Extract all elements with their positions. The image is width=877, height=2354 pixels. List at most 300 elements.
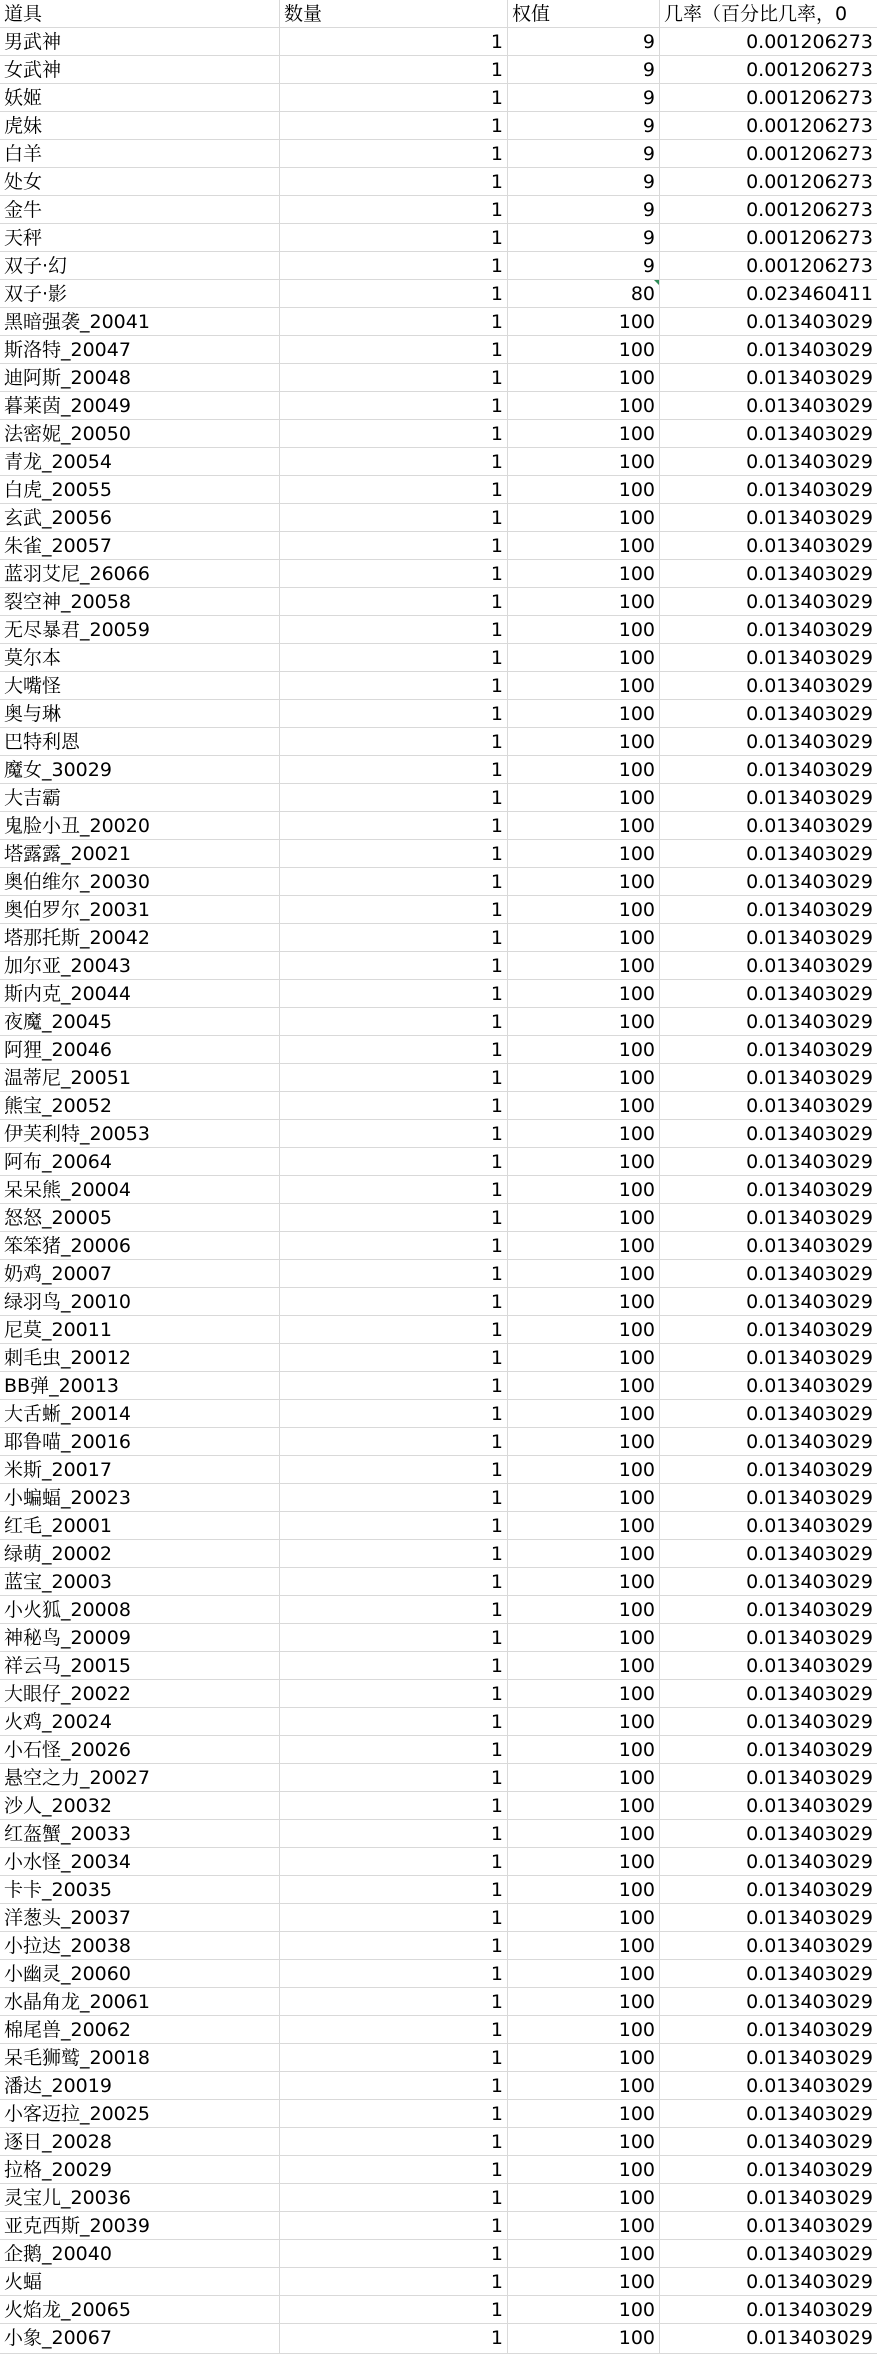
probability-cell[interactable]: 0.013403029 [660,1708,877,1736]
quantity-cell[interactable]: 1 [280,1176,508,1204]
probability-cell[interactable]: 0.013403029 [660,2296,877,2324]
quantity-cell[interactable]: 1 [280,616,508,644]
item-cell[interactable]: 处女 [0,168,280,196]
quantity-cell[interactable]: 1 [280,1148,508,1176]
weight-cell[interactable]: 100 [508,392,660,420]
weight-cell[interactable]: 100 [508,1036,660,1064]
item-cell[interactable]: 黑暗强袭_20041 [0,308,280,336]
quantity-cell[interactable]: 1 [280,2100,508,2128]
quantity-cell[interactable]: 1 [280,532,508,560]
probability-cell[interactable]: 0.013403029 [660,1820,877,1848]
item-cell[interactable]: 金牛 [0,196,280,224]
probability-cell[interactable]: 0.013403029 [660,1036,877,1064]
item-cell[interactable]: 米斯_20017 [0,1456,280,1484]
probability-cell[interactable]: 0.013403029 [660,2156,877,2184]
weight-cell[interactable]: 100 [508,1876,660,1904]
quantity-cell[interactable]: 1 [280,1820,508,1848]
item-cell[interactable]: 呆呆熊_20004 [0,1176,280,1204]
quantity-cell[interactable]: 1 [280,868,508,896]
quantity-cell[interactable]: 1 [280,1092,508,1120]
probability-cell[interactable]: 0.013403029 [660,1260,877,1288]
probability-cell[interactable]: 0.013403029 [660,2072,877,2100]
weight-cell[interactable]: 100 [508,644,660,672]
quantity-cell[interactable]: 1 [280,812,508,840]
weight-cell[interactable]: 100 [508,1652,660,1680]
quantity-cell[interactable]: 1 [280,840,508,868]
weight-cell[interactable]: 100 [508,1624,660,1652]
quantity-cell[interactable]: 1 [280,700,508,728]
probability-cell[interactable]: 0.013403029 [660,1008,877,1036]
weight-cell[interactable]: 100 [508,1736,660,1764]
quantity-cell[interactable]: 1 [280,1736,508,1764]
weight-cell[interactable]: 100 [508,2016,660,2044]
weight-cell[interactable]: 100 [508,2212,660,2240]
item-cell[interactable]: 逐日_20028 [0,2128,280,2156]
probability-cell[interactable]: 0.013403029 [660,1568,877,1596]
probability-cell[interactable]: 0.001206273 [660,224,877,252]
item-cell[interactable]: 水晶角龙_20061 [0,1988,280,2016]
probability-cell[interactable]: 0.013403029 [660,1764,877,1792]
probability-cell[interactable]: 0.013403029 [660,1316,877,1344]
probability-cell[interactable]: 0.013403029 [660,1624,877,1652]
quantity-cell[interactable]: 1 [280,1680,508,1708]
probability-cell[interactable]: 0.001206273 [660,168,877,196]
weight-cell[interactable]: 100 [508,476,660,504]
weight-cell[interactable]: 9 [508,112,660,140]
item-cell[interactable]: 塔露露_20021 [0,840,280,868]
weight-cell[interactable]: 100 [508,1568,660,1596]
probability-cell[interactable]: 0.013403029 [660,1400,877,1428]
weight-cell[interactable]: 9 [508,28,660,56]
weight-cell[interactable]: 100 [508,868,660,896]
weight-cell[interactable]: 100 [508,2296,660,2324]
quantity-cell[interactable]: 1 [280,196,508,224]
probability-cell[interactable]: 0.001206273 [660,140,877,168]
weight-cell[interactable]: 100 [508,1596,660,1624]
weight-cell[interactable]: 100 [508,1176,660,1204]
item-cell[interactable]: 火鸡_20024 [0,1708,280,1736]
weight-cell[interactable]: 9 [508,140,660,168]
probability-cell[interactable]: 0.001206273 [660,84,877,112]
quantity-cell[interactable]: 1 [280,1876,508,1904]
item-cell[interactable]: 小象_20067 [0,2324,280,2354]
probability-cell[interactable]: 0.013403029 [660,1456,877,1484]
probability-cell[interactable]: 0.013403029 [660,2044,877,2072]
quantity-cell[interactable]: 1 [280,2324,508,2354]
item-cell[interactable]: 悬空之力_20027 [0,1764,280,1792]
weight-cell[interactable]: 100 [508,448,660,476]
quantity-cell[interactable]: 1 [280,672,508,700]
probability-cell[interactable]: 0.013403029 [660,308,877,336]
quantity-cell[interactable]: 1 [280,588,508,616]
weight-cell[interactable]: 100 [508,1120,660,1148]
probability-cell[interactable]: 0.013403029 [660,2128,877,2156]
quantity-cell[interactable]: 1 [280,1260,508,1288]
weight-cell[interactable]: 100 [508,1232,660,1260]
probability-cell[interactable]: 0.013403029 [660,616,877,644]
weight-cell[interactable]: 100 [508,2240,660,2268]
item-cell[interactable]: 奥伯罗尔_20031 [0,896,280,924]
header-quantity[interactable]: 数量 [280,0,508,28]
probability-cell[interactable]: 0.013403029 [660,1540,877,1568]
quantity-cell[interactable]: 1 [280,1428,508,1456]
quantity-cell[interactable]: 1 [280,644,508,672]
weight-cell[interactable]: 100 [508,504,660,532]
weight-cell[interactable]: 100 [508,2044,660,2072]
item-cell[interactable]: 大嘴怪 [0,672,280,700]
item-cell[interactable]: 火蝠 [0,2268,280,2296]
item-cell[interactable]: 小水怪_20034 [0,1848,280,1876]
weight-cell[interactable]: 100 [508,616,660,644]
item-cell[interactable]: 笨笨猪_20006 [0,1232,280,1260]
quantity-cell[interactable]: 1 [280,1316,508,1344]
probability-cell[interactable]: 0.013403029 [660,1848,877,1876]
quantity-cell[interactable]: 1 [280,2268,508,2296]
item-cell[interactable]: 无尽暴君_20059 [0,616,280,644]
probability-cell[interactable]: 0.013403029 [660,1064,877,1092]
weight-cell[interactable]: 100 [508,1904,660,1932]
quantity-cell[interactable]: 1 [280,504,508,532]
probability-cell[interactable]: 0.013403029 [660,840,877,868]
weight-cell[interactable]: 100 [508,2100,660,2128]
weight-cell[interactable]: 100 [508,1932,660,1960]
quantity-cell[interactable]: 1 [280,1456,508,1484]
probability-cell[interactable]: 0.013403029 [660,784,877,812]
item-cell[interactable]: 拉格_20029 [0,2156,280,2184]
quantity-cell[interactable]: 1 [280,1204,508,1232]
weight-cell[interactable]: 100 [508,1316,660,1344]
weight-cell[interactable]: 100 [508,1288,660,1316]
weight-cell[interactable]: 100 [508,840,660,868]
weight-cell[interactable]: 100 [508,924,660,952]
weight-cell[interactable]: 100 [508,812,660,840]
weight-cell[interactable]: 100 [508,784,660,812]
probability-cell[interactable]: 0.013403029 [660,1204,877,1232]
item-cell[interactable]: 小蝙蝠_20023 [0,1484,280,1512]
weight-cell[interactable]: 100 [508,1820,660,1848]
quantity-cell[interactable]: 1 [280,2240,508,2268]
weight-cell[interactable]: 100 [508,1764,660,1792]
probability-cell[interactable]: 0.013403029 [660,448,877,476]
item-cell[interactable]: BB弹_20013 [0,1372,280,1400]
quantity-cell[interactable]: 1 [280,1120,508,1148]
quantity-cell[interactable]: 1 [280,2184,508,2212]
weight-cell[interactable]: 100 [508,336,660,364]
quantity-cell[interactable]: 1 [280,1512,508,1540]
item-cell[interactable]: 莫尔本 [0,644,280,672]
quantity-cell[interactable]: 1 [280,28,508,56]
item-cell[interactable]: 斯洛特_20047 [0,336,280,364]
quantity-cell[interactable]: 1 [280,448,508,476]
probability-cell[interactable]: 0.013403029 [660,1232,877,1260]
probability-cell[interactable]: 0.013403029 [660,2240,877,2268]
item-cell[interactable]: 呆毛狮鹫_20018 [0,2044,280,2072]
item-cell[interactable]: 蓝宝_20003 [0,1568,280,1596]
item-cell[interactable]: 神秘鸟_20009 [0,1624,280,1652]
item-cell[interactable]: 妖姬 [0,84,280,112]
quantity-cell[interactable]: 1 [280,2072,508,2100]
weight-cell[interactable]: 100 [508,420,660,448]
weight-cell[interactable]: 100 [508,2156,660,2184]
quantity-cell[interactable]: 1 [280,392,508,420]
quantity-cell[interactable]: 1 [280,1904,508,1932]
item-cell[interactable]: 小石怪_20026 [0,1736,280,1764]
quantity-cell[interactable]: 1 [280,952,508,980]
weight-cell[interactable]: 100 [508,1064,660,1092]
weight-cell[interactable]: 100 [508,308,660,336]
quantity-cell[interactable]: 1 [280,1036,508,1064]
item-cell[interactable]: 潘达_20019 [0,2072,280,2100]
weight-cell[interactable]: 100 [508,756,660,784]
quantity-cell[interactable]: 1 [280,168,508,196]
item-cell[interactable]: 白虎_20055 [0,476,280,504]
quantity-cell[interactable]: 1 [280,336,508,364]
quantity-cell[interactable]: 1 [280,252,508,280]
item-cell[interactable]: 奥伯维尔_20030 [0,868,280,896]
item-cell[interactable]: 祥云马_20015 [0,1652,280,1680]
item-cell[interactable]: 火焰龙_20065 [0,2296,280,2324]
quantity-cell[interactable]: 1 [280,1624,508,1652]
weight-cell[interactable]: 100 [508,2184,660,2212]
probability-cell[interactable]: 0.013403029 [660,420,877,448]
item-cell[interactable]: 阿狸_20046 [0,1036,280,1064]
item-cell[interactable]: 熊宝_20052 [0,1092,280,1120]
item-cell[interactable]: 女武神 [0,56,280,84]
item-cell[interactable]: 灵宝儿_20036 [0,2184,280,2212]
item-cell[interactable]: 小幽灵_20060 [0,1960,280,1988]
probability-cell[interactable]: 0.013403029 [660,2212,877,2240]
probability-cell[interactable]: 0.013403029 [660,504,877,532]
probability-cell[interactable]: 0.013403029 [660,896,877,924]
quantity-cell[interactable]: 1 [280,560,508,588]
quantity-cell[interactable]: 1 [280,1372,508,1400]
quantity-cell[interactable]: 1 [280,2212,508,2240]
probability-cell[interactable]: 0.013403029 [660,336,877,364]
probability-cell[interactable]: 0.001206273 [660,112,877,140]
item-cell[interactable]: 巴特利恩 [0,728,280,756]
probability-cell[interactable]: 0.013403029 [660,560,877,588]
weight-cell[interactable]: 100 [508,588,660,616]
weight-cell[interactable]: 100 [508,1008,660,1036]
weight-cell[interactable]: 100 [508,1428,660,1456]
weight-cell[interactable]: 100 [508,1456,660,1484]
quantity-cell[interactable]: 1 [280,980,508,1008]
probability-cell[interactable]: 0.013403029 [660,2184,877,2212]
probability-cell[interactable]: 0.013403029 [660,812,877,840]
quantity-cell[interactable]: 1 [280,1652,508,1680]
probability-cell[interactable]: 0.013403029 [660,756,877,784]
quantity-cell[interactable]: 1 [280,2044,508,2072]
item-cell[interactable]: 青龙_20054 [0,448,280,476]
quantity-cell[interactable]: 1 [280,896,508,924]
item-cell[interactable]: 绿羽鸟_20010 [0,1288,280,1316]
item-cell[interactable]: 玄武_20056 [0,504,280,532]
probability-cell[interactable]: 0.001206273 [660,28,877,56]
weight-cell[interactable]: 100 [508,700,660,728]
quantity-cell[interactable]: 1 [280,1988,508,2016]
probability-cell[interactable]: 0.013403029 [660,1652,877,1680]
quantity-cell[interactable]: 1 [280,1848,508,1876]
quantity-cell[interactable]: 1 [280,2296,508,2324]
probability-cell[interactable]: 0.013403029 [660,1344,877,1372]
probability-cell[interactable]: 0.013403029 [660,1512,877,1540]
weight-cell[interactable]: 100 [508,896,660,924]
weight-cell[interactable]: 80 [508,280,660,308]
item-cell[interactable]: 耶鲁喵_20016 [0,1428,280,1456]
item-cell[interactable]: 红毛_20001 [0,1512,280,1540]
item-cell[interactable]: 塔那托斯_20042 [0,924,280,952]
quantity-cell[interactable]: 1 [280,1596,508,1624]
weight-cell[interactable]: 100 [508,1204,660,1232]
item-cell[interactable]: 大眼仔_20022 [0,1680,280,1708]
weight-cell[interactable]: 100 [508,1484,660,1512]
probability-cell[interactable]: 0.013403029 [660,1960,877,1988]
probability-cell[interactable]: 0.013403029 [660,364,877,392]
probability-cell[interactable]: 0.013403029 [660,1176,877,1204]
header-item[interactable]: 道具 [0,0,280,28]
quantity-cell[interactable]: 1 [280,784,508,812]
probability-cell[interactable]: 0.013403029 [660,588,877,616]
probability-cell[interactable]: 0.013403029 [660,924,877,952]
item-cell[interactable]: 怒怒_20005 [0,1204,280,1232]
item-cell[interactable]: 奥与琳 [0,700,280,728]
item-cell[interactable]: 朱雀_20057 [0,532,280,560]
quantity-cell[interactable]: 1 [280,1484,508,1512]
weight-cell[interactable]: 100 [508,1148,660,1176]
weight-cell[interactable]: 100 [508,532,660,560]
item-cell[interactable]: 蓝羽艾尼_26066 [0,560,280,588]
item-cell[interactable]: 阿布_20064 [0,1148,280,1176]
item-cell[interactable]: 暮莱茵_20049 [0,392,280,420]
item-cell[interactable]: 伊芙利特_20053 [0,1120,280,1148]
item-cell[interactable]: 企鹅_20040 [0,2240,280,2268]
quantity-cell[interactable]: 1 [280,1540,508,1568]
probability-cell[interactable]: 0.013403029 [660,1792,877,1820]
quantity-cell[interactable]: 1 [280,56,508,84]
weight-cell[interactable]: 100 [508,2128,660,2156]
quantity-cell[interactable]: 1 [280,1792,508,1820]
probability-cell[interactable]: 0.013403029 [660,476,877,504]
probability-cell[interactable]: 0.013403029 [660,1736,877,1764]
probability-cell[interactable]: 0.013403029 [660,392,877,420]
probability-cell[interactable]: 0.013403029 [660,532,877,560]
probability-cell[interactable]: 0.013403029 [660,1120,877,1148]
item-cell[interactable]: 法密妮_20050 [0,420,280,448]
item-cell[interactable]: 鬼脸小丑_20020 [0,812,280,840]
quantity-cell[interactable]: 1 [280,280,508,308]
quantity-cell[interactable]: 1 [280,728,508,756]
item-cell[interactable]: 双子·影 [0,280,280,308]
quantity-cell[interactable]: 1 [280,224,508,252]
item-cell[interactable]: 魔女_30029 [0,756,280,784]
probability-cell[interactable]: 0.013403029 [660,1288,877,1316]
probability-cell[interactable]: 0.013403029 [660,1596,877,1624]
probability-cell[interactable]: 0.013403029 [660,1092,877,1120]
item-cell[interactable]: 双子·幻 [0,252,280,280]
item-cell[interactable]: 小拉达_20038 [0,1932,280,1960]
weight-cell[interactable]: 100 [508,728,660,756]
item-cell[interactable]: 天秤 [0,224,280,252]
item-cell[interactable]: 小火狐_20008 [0,1596,280,1624]
item-cell[interactable]: 洋葱头_20037 [0,1904,280,1932]
probability-cell[interactable]: 0.013403029 [660,1876,877,1904]
probability-cell[interactable]: 0.013403029 [660,868,877,896]
quantity-cell[interactable]: 1 [280,1008,508,1036]
item-cell[interactable]: 刺毛虫_20012 [0,1344,280,1372]
probability-cell[interactable]: 0.013403029 [660,1484,877,1512]
probability-cell[interactable]: 0.001206273 [660,56,877,84]
weight-cell[interactable]: 9 [508,196,660,224]
quantity-cell[interactable]: 1 [280,2128,508,2156]
weight-cell[interactable]: 100 [508,1960,660,1988]
item-cell[interactable]: 迪阿斯_20048 [0,364,280,392]
probability-cell[interactable]: 0.001206273 [660,196,877,224]
weight-cell[interactable]: 100 [508,364,660,392]
probability-cell[interactable]: 0.001206273 [660,252,877,280]
probability-cell[interactable]: 0.013403029 [660,2100,877,2128]
weight-cell[interactable]: 100 [508,1988,660,2016]
item-cell[interactable]: 小客迈拉_20025 [0,2100,280,2128]
weight-cell[interactable]: 100 [508,1260,660,1288]
weight-cell[interactable]: 100 [508,1092,660,1120]
weight-cell[interactable]: 9 [508,168,660,196]
item-cell[interactable]: 大舌蜥_20014 [0,1400,280,1428]
weight-cell[interactable]: 100 [508,1540,660,1568]
probability-cell[interactable]: 0.013403029 [660,2268,877,2296]
item-cell[interactable]: 加尔亚_20043 [0,952,280,980]
weight-cell[interactable]: 100 [508,1680,660,1708]
quantity-cell[interactable]: 1 [280,1288,508,1316]
item-cell[interactable]: 棉尾兽_20062 [0,2016,280,2044]
item-cell[interactable]: 沙人_20032 [0,1792,280,1820]
item-cell[interactable]: 红盔蟹_20033 [0,1820,280,1848]
weight-cell[interactable]: 100 [508,1372,660,1400]
quantity-cell[interactable]: 1 [280,1708,508,1736]
quantity-cell[interactable]: 1 [280,112,508,140]
item-cell[interactable]: 绿萌_20002 [0,1540,280,1568]
probability-cell[interactable]: 0.013403029 [660,672,877,700]
item-cell[interactable]: 斯内克_20044 [0,980,280,1008]
probability-cell[interactable]: 0.013403029 [660,1932,877,1960]
item-cell[interactable]: 卡卡_20035 [0,1876,280,1904]
weight-cell[interactable]: 9 [508,224,660,252]
weight-cell[interactable]: 9 [508,252,660,280]
probability-cell[interactable]: 0.013403029 [660,1904,877,1932]
quantity-cell[interactable]: 1 [280,140,508,168]
weight-cell[interactable]: 100 [508,1792,660,1820]
quantity-cell[interactable]: 1 [280,1400,508,1428]
weight-cell[interactable]: 100 [508,1400,660,1428]
quantity-cell[interactable]: 1 [280,2016,508,2044]
probability-cell[interactable]: 0.013403029 [660,952,877,980]
weight-cell[interactable]: 100 [508,560,660,588]
item-cell[interactable]: 尼莫_20011 [0,1316,280,1344]
weight-cell[interactable]: 100 [508,1848,660,1876]
quantity-cell[interactable]: 1 [280,84,508,112]
probability-cell[interactable]: 0.023460411 [660,280,877,308]
probability-cell[interactable]: 0.013403029 [660,1988,877,2016]
quantity-cell[interactable]: 1 [280,1764,508,1792]
probability-cell[interactable]: 0.013403029 [660,728,877,756]
probability-cell[interactable]: 0.013403029 [660,1680,877,1708]
weight-cell[interactable]: 9 [508,84,660,112]
weight-cell[interactable]: 100 [508,2072,660,2100]
header-weight[interactable]: 权值 [508,0,660,28]
weight-cell[interactable]: 100 [508,1344,660,1372]
quantity-cell[interactable]: 1 [280,1960,508,1988]
weight-cell[interactable]: 100 [508,1512,660,1540]
probability-cell[interactable]: 0.013403029 [660,980,877,1008]
